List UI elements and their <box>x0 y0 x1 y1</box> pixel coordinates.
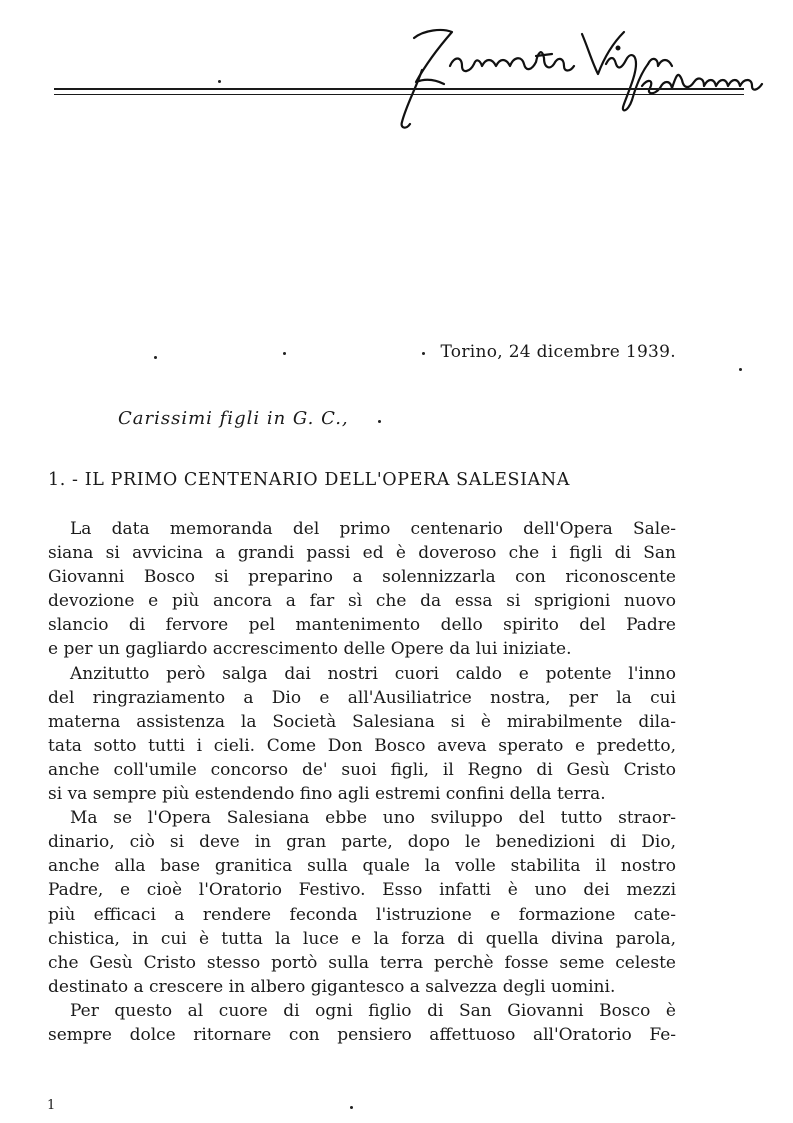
handwritten-signature <box>392 8 772 132</box>
paragraph-1-line-2: siana si avvicina a grandi passi ed è doveroso che i figli di San <box>48 543 676 564</box>
header-rule-thick <box>54 88 744 90</box>
paragraph-2-line-1: Anzitutto però salga dai nostri cuori caldo e potente l'inno <box>70 663 676 684</box>
paragraph-3-line-6: chistica, in cui è tutta la luce e la forza di quella divina parola, <box>48 928 676 949</box>
paragraph-1-line-3: Giovanni Bosco si preparino a solennizzarla con riconoscente <box>48 567 676 588</box>
salutation: Carissimi figli in G. C., <box>118 408 349 429</box>
paragraph-2-line-2: del ringraziamento a Dio e all'Ausiliatrice nostra, per la cui <box>48 687 676 708</box>
paragraph-4-line-2: sempre dolce ritornare con pensiero affettuoso all'Oratorio Fe- <box>48 1024 676 1045</box>
paragraph-2-line-4: tata sotto tutti i cieli. Come Don Bosco aveva sperato e predetto, <box>48 735 676 756</box>
paragraph-3-line-2: dinario, ciò si deve in gran parte, dopo le benedizioni di Dio, <box>48 832 676 853</box>
scan-speck <box>218 80 221 83</box>
paragraph-3-line-4: Padre, e cioè l'Oratorio Festivo. Esso infatti è uno dei mezzi <box>48 880 676 901</box>
paragraph-2-line-6: si va sempre più estendendo fino agli estremi confini della terra. <box>48 784 606 805</box>
header-rule-thin <box>54 94 744 95</box>
paragraph-3-line-5: più efficaci a rendere feconda l'istruzione e formazione cate- <box>48 904 676 925</box>
paragraph-2-line-3: materna assistenza la Società Salesiana si è mirabilmente dila- <box>48 711 676 732</box>
dateline: Torino, 24 dicembre 1939. <box>440 342 676 362</box>
scan-speck <box>422 352 425 355</box>
scan-speck <box>739 368 742 371</box>
scan-speck <box>154 356 157 359</box>
section-heading: 1. - IL PRIMO CENTENARIO DELL'OPERA SALESIANA <box>48 470 571 490</box>
paragraph-1-line-1: La data memoranda del primo centenario dell'Opera Sale- <box>70 519 676 539</box>
paragraph-3-line-1: Ma se l'Opera Salesiana ebbe uno sviluppo del tutto straor- <box>70 808 676 829</box>
paragraph-1-line-4: devozione e più ancora a far sì che da essa si sprigioni nuovo <box>48 591 676 612</box>
scan-speck <box>350 1106 353 1109</box>
paragraph-4-line-1: Per questo al cuore di ogni figlio di San Giovanni Bosco è <box>70 1000 676 1021</box>
paragraph-3-line-7: che Gesù Cristo stesso portò sulla terra perchè fosse seme celeste <box>48 952 676 973</box>
paragraph-3-line-8: destinato a crescere in albero gigantesco a salvezza degli uomini. <box>48 976 616 997</box>
letter-body <box>48 517 676 1047</box>
page-footer-mark: 1 <box>47 1098 56 1113</box>
scan-speck <box>378 420 381 423</box>
paragraph-2-line-5: anche coll'umile concorso de' suoi figli, il Regno di Gesù Cristo <box>48 759 676 780</box>
scan-speck <box>283 352 286 355</box>
paragraph-1-line-5: slancio di fervore pel mantenimento dello spirito del Padre <box>48 615 676 636</box>
paragraph-3-line-3: anche alla base granitica sulla quale la volle stabilita il nostro <box>48 856 676 877</box>
paragraph-1-line-6: e per un gagliardo accrescimento delle Opere da lui iniziate. <box>48 639 572 660</box>
